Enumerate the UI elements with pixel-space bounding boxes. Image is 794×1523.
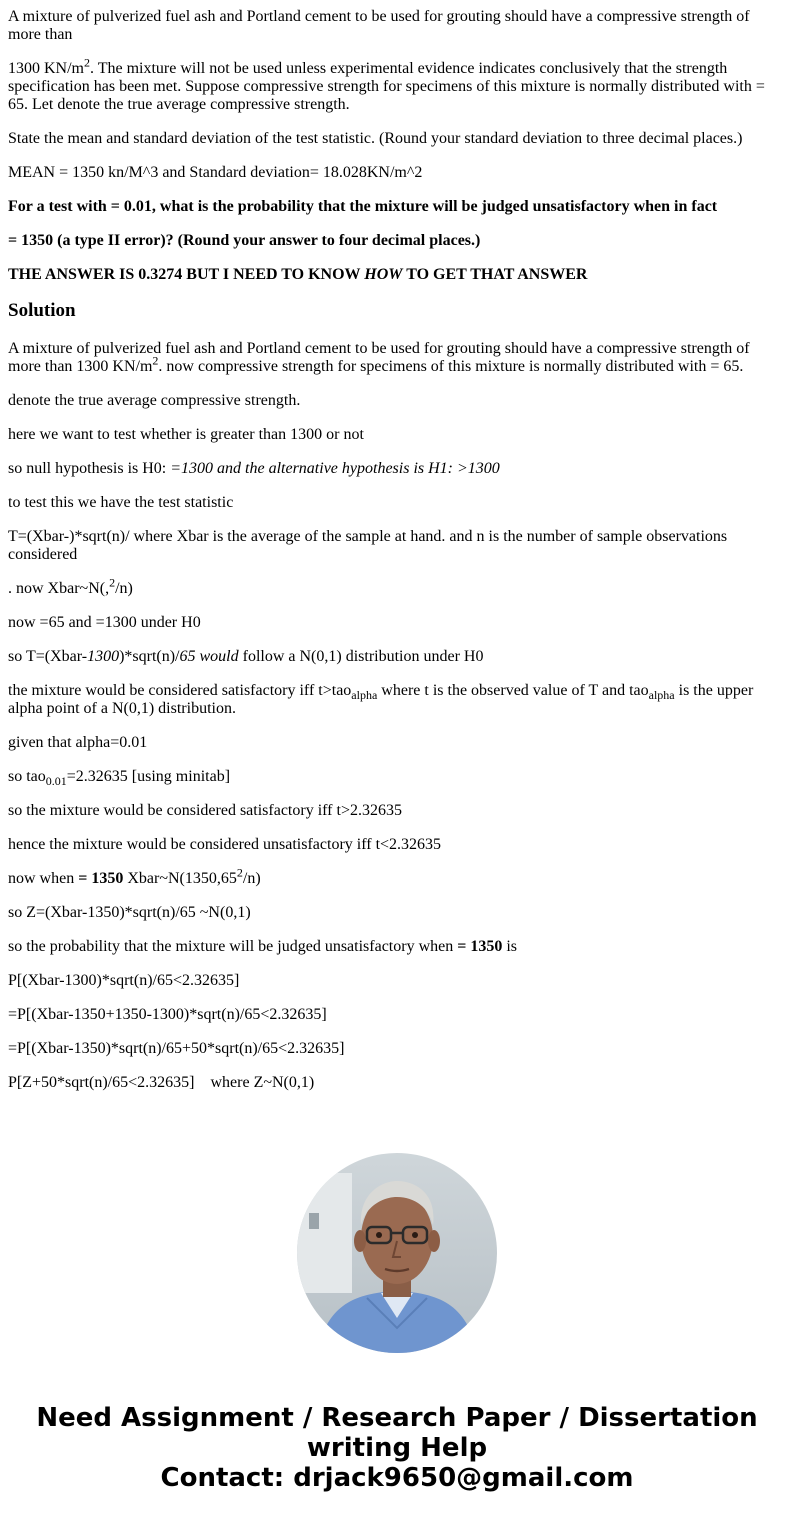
solution-text: Xbar~N(1350,65 [123, 870, 237, 887]
avatar [297, 1153, 497, 1353]
solution-paragraph-16: so Z=(Xbar-1350)*sqrt(n)/65 ~N(0,1) [8, 904, 251, 921]
solution-heading: Solution [8, 300, 76, 321]
solution-text: =2.32635 [using minitab] [66, 768, 231, 785]
question-paragraph-6 [8, 232, 778, 250]
bold-text: = 1350 [78, 870, 124, 887]
footer-line-2: writing Help [306, 1433, 488, 1463]
solution-text: is the upper alpha point of a N(0,1) distribution. [8, 682, 754, 717]
solution-text: so null hypothesis is H0: [8, 460, 171, 477]
superscript: 2 [109, 575, 116, 590]
author-portrait [297, 1153, 497, 1353]
question-answer-given: MEAN = 1350 kn/M^3 and Standard deviation= 18.028KN/m^2 [8, 164, 423, 181]
solution-paragraph-8: now =65 and =1300 under H0 [8, 614, 201, 631]
subscript: 0.01 [45, 774, 67, 789]
solution-text: is [502, 938, 518, 955]
emphasis-text: 1300 [87, 648, 120, 665]
solution-text: so the probability that the mixture will be judged unsatisfactory when [8, 938, 458, 955]
question-text: . The mixture will not be used unless experimental evidence indicates conclusively that the strength specification has been met. Suppose compressive strength for specimens of this mixture is normally distributed with = 65. Let denote the true average compressive strength. [8, 60, 765, 113]
solution-paragraph-5: to test this we have the test statistic [8, 494, 234, 511]
solution-paragraph-7 [8, 575, 778, 598]
solution-text: so tao [8, 768, 46, 785]
solution-paragraph-15 [8, 865, 778, 888]
solution-paragraph-10 [8, 682, 778, 718]
solution-text: . now Xbar~N(, [8, 580, 110, 597]
solution-paragraph-2: denote the true average compressive strength. [8, 392, 301, 409]
bold-text-part: TO GET THAT ANSWER [402, 266, 588, 283]
superscript: 2 [152, 353, 159, 368]
document-body [8, 8, 778, 1108]
solution-paragraph-14: hence the mixture would be considered unsatisfactory iff t<2.32635 [8, 836, 442, 853]
solution-text: . now compressive strength for specimens of this mixture is normally distributed with = 65. [158, 358, 744, 375]
question-paragraph-3: State the mean and standard deviation of the test statistic. (Round your standard deviation to three decimal places.) [8, 130, 743, 147]
emphasis-text: =1300 and the alternative hypothesis is H1: >1300 [170, 460, 500, 477]
solution-text: /n) [242, 870, 261, 887]
solution-paragraph-12 [8, 768, 778, 789]
solution-text: so T=(Xbar- [8, 648, 88, 665]
bold-text: = 1350 [457, 938, 503, 955]
solution-paragraph-11: given that alpha=0.01 [8, 734, 148, 751]
solution-paragraph-13: so the mixture would be considered satisfactory iff t>2.32635 [8, 802, 402, 819]
question-paragraph-5 [8, 198, 778, 216]
emphasis-text: 65 would [179, 648, 239, 665]
superscript: 2 [84, 55, 90, 70]
subscript: alpha [351, 688, 378, 703]
solution-text: where t is the observed value of T and tao [377, 682, 649, 699]
solution-paragraph-4 [8, 460, 778, 478]
solution-paragraph-18: P[(Xbar-1300)*sqrt(n)/65<2.32635] [8, 972, 240, 989]
bold-text-part: THE ANSWER IS 0.3274 BUT I NEED TO KNOW [8, 266, 365, 283]
emphasis-text: HOW [364, 266, 403, 283]
footer-line-1: Need Assignment / Research Paper / Dissertation [36, 1403, 758, 1433]
subscript: alpha [648, 688, 675, 703]
solution-paragraph-19: =P[(Xbar-1350+1350-1300)*sqrt(n)/65<2.32635] [8, 1006, 327, 1023]
question-paragraph-1: A mixture of pulverized fuel ash and Portland cement to be used for grouting should have a compressive strength of more than [8, 8, 750, 43]
bold-text [8, 266, 587, 283]
solution-paragraph-20: =P[(Xbar-1350)*sqrt(n)/65+50*sqrt(n)/65<2.32635] [8, 1040, 345, 1057]
solution-paragraph-6: T=(Xbar-)*sqrt(n)/ where Xbar is the average of the sample at hand. and n is the number of sample observations considered [8, 528, 728, 563]
solution-paragraph-1 [8, 340, 778, 376]
solution-paragraph-17 [8, 938, 778, 956]
footer-contact: Contact: drjack9650@gmail.com [160, 1463, 634, 1493]
question-paragraph-2 [8, 55, 778, 114]
solution-text: now when [8, 870, 79, 887]
promo-footer [0, 1403, 794, 1493]
solution-text: )*sqrt(n)/ [119, 648, 180, 665]
question-text: 1300 KN/m [8, 60, 84, 77]
solution-text: A mixture of pulverized fuel ash and Portland cement to be used for grouting should have a compressive strength of more than 1300 KN/m [8, 340, 750, 375]
bold-text: = 1350 (a type II error)? (Round your answer to four decimal places.) [8, 232, 481, 249]
question-paragraph-7 [8, 266, 778, 284]
solution-text: follow a N(0,1) distribution under H0 [238, 648, 484, 665]
solution-text: /n) [115, 580, 133, 597]
solution-paragraph-3: here we want to test whether is greater than 1300 or not [8, 426, 364, 443]
solution-paragraph-9 [8, 648, 778, 666]
superscript: 2 [236, 865, 243, 880]
solution-text: the mixture would be considered satisfactory iff t>tao [8, 682, 352, 699]
bold-text: For a test with = 0.01, what is the probability that the mixture will be judged unsatisfactory when in fact [8, 198, 718, 215]
solution-paragraph-21: P[Z+50*sqrt(n)/65<2.32635] where Z~N(0,1) [8, 1074, 315, 1091]
